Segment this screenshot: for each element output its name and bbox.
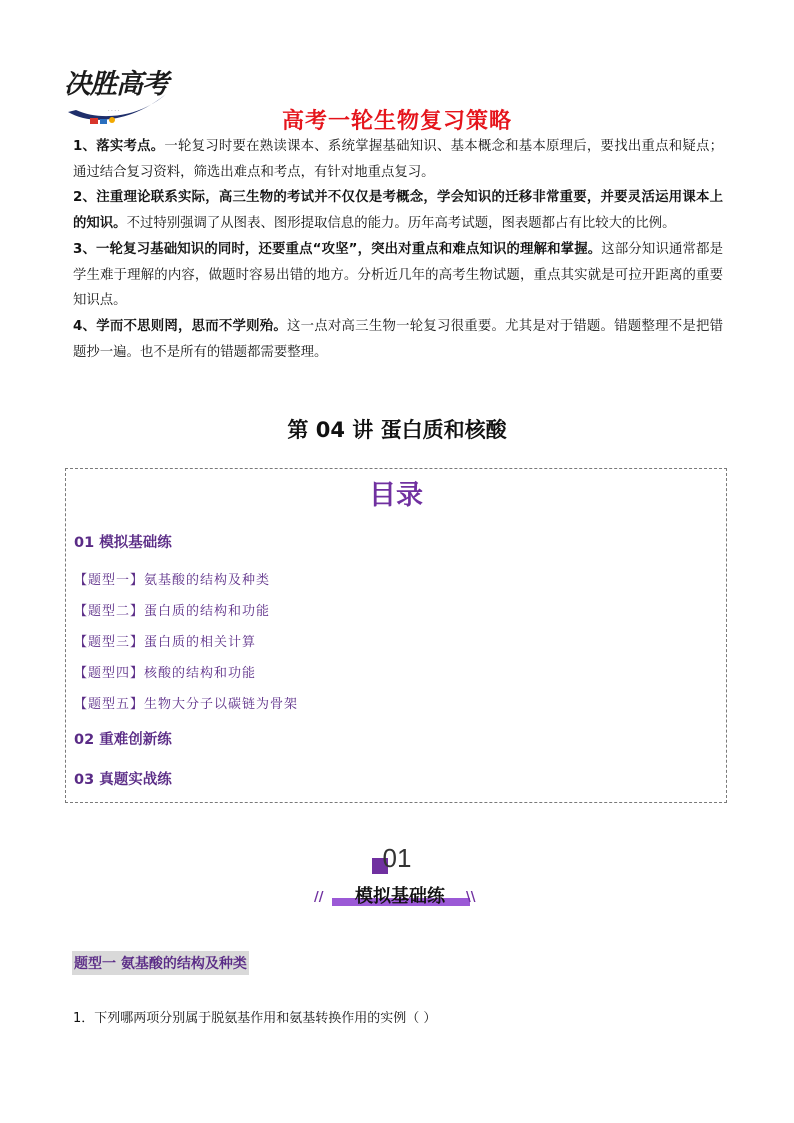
strategy-item <box>73 185 723 236</box>
toc-section-1[interactable]: 01 模拟基础练 <box>74 535 172 551</box>
strategy-lead: 3、一轮复习基础知识的同时，还要重点“攻坚”，突出对重点和难点知识的理解和掌握。 <box>73 241 602 257</box>
section-label: 模拟基础练 <box>355 886 445 907</box>
toc-title: 目录 <box>369 480 423 511</box>
toc-item[interactable]: 【题型一】氨基酸的结构及种类 <box>74 573 271 588</box>
section-number: 01 <box>382 843 412 873</box>
strategy-item <box>73 237 723 314</box>
table-of-contents <box>65 468 727 803</box>
strategy-item <box>73 134 723 185</box>
strategy-lead: 4、学而不思则罔，思而不学则殆。 <box>73 318 288 334</box>
strategy-item <box>73 314 723 365</box>
logo-text: 决胜高考 <box>64 69 168 100</box>
strategy-text: 这一点对高三生物一轮复习很重要。尤其是对于错题。错题整理不是把错题抄一遍。也不是所有的错题都需要整理。 <box>73 318 723 360</box>
toc-item[interactable]: 【题型五】生物大分子以碳链为骨架 <box>74 697 299 712</box>
toc-section-2[interactable]: 02 重难创新练 <box>74 732 172 748</box>
toc-item[interactable]: 【题型三】蛋白质的相关计算 <box>74 635 257 650</box>
strategy-text: 不过特别强调了从图表、图形提取信息的能力。历年高考试题，图表题都占有比较大的比例。 <box>126 216 676 232</box>
type-heading: 题型一 氨基酸的结构及种类 <box>72 951 249 975</box>
toc-item[interactable]: 【题型四】核酸的结构和功能 <box>74 666 257 681</box>
slash-decoration-right: \\ <box>466 890 476 905</box>
main-title: 高考一轮生物复习策略 <box>281 109 512 134</box>
strategy-lead: 1、落实考点。 <box>73 139 165 154</box>
strategy-lead: 2、注重理论联系实际，高三生物的考试并不仅仅是考概念，学会知识的迁移非常重要，并要灵活运用课本上的知识。 <box>73 190 723 232</box>
svg-text:· · · ·: · · · · <box>108 108 120 114</box>
toc-section-3[interactable]: 03 真题实战练 <box>74 772 172 788</box>
lecture-title: 第 04 讲 蛋白质和核酸 <box>287 418 507 442</box>
toc-item[interactable]: 【题型二】蛋白质的结构和功能 <box>74 604 271 619</box>
section-header <box>310 880 490 910</box>
slash-decoration-left: // <box>314 890 324 905</box>
strategy-text: 这部分知识通常都是学生难于理解的内容，做题时容易出错的地方。分析近几年的高考生物试题，重点其实就是可拉开距离的重要知识点。 <box>73 241 723 309</box>
strategy-list <box>73 134 723 365</box>
strategy-text: 一轮复习时要在熟读课本、系统掌握基础知识、基本概念和基本原理后，要找出重点和疑点；通过结合复习资料，筛选出难点和考点，有针对地重点复习。 <box>73 139 723 180</box>
question-1: 1．下列哪两项分别属于脱氨基作用和氨基转换作用的实例（ ） <box>73 1011 437 1026</box>
